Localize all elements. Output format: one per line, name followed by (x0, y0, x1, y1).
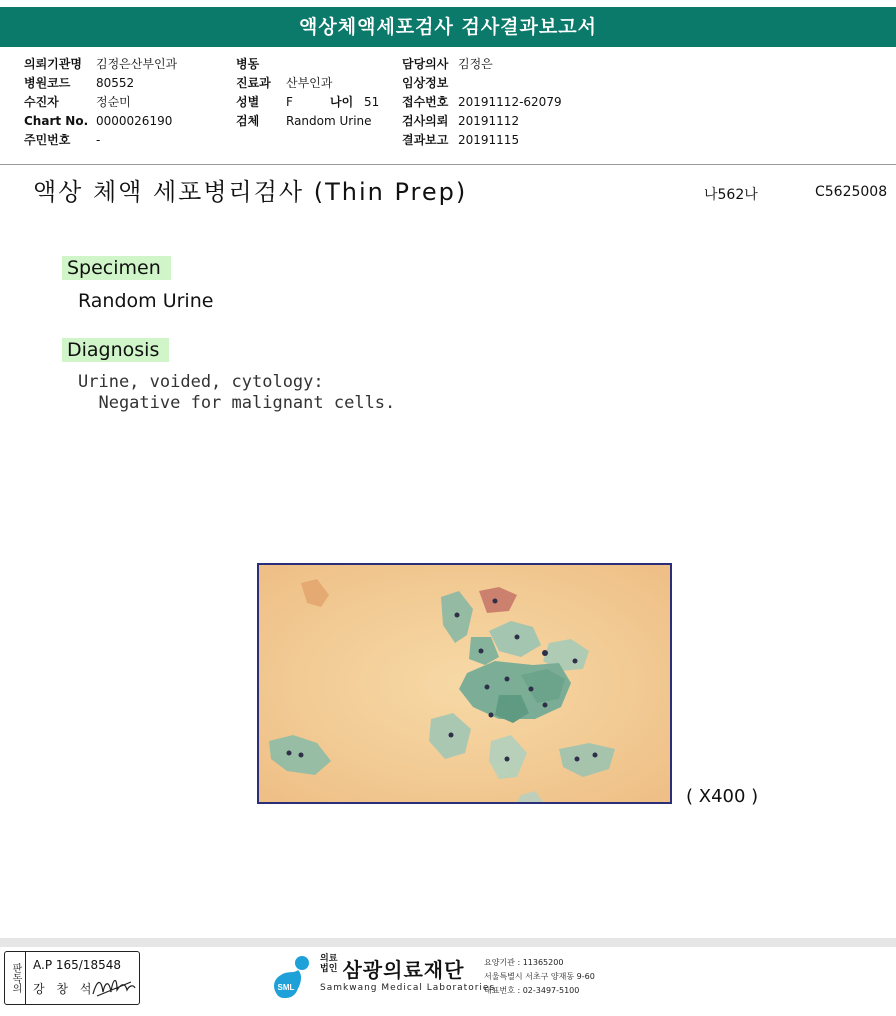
diagnosis-line-2: Negative for malignant cells. (78, 393, 396, 413)
contact-phone: 대표번호 : 02-3497-5100 (484, 986, 580, 995)
stamp-license: A.P 165/18548 (33, 958, 121, 972)
info-row-patient (24, 93, 177, 112)
contact-institution-code: 요양기관 : 11365200 (484, 958, 564, 967)
age-value: 51 (364, 95, 380, 109)
resident-no-label: 주민번호 (24, 133, 71, 147)
clinic-label: 의뢰기관명 (24, 57, 82, 71)
company-type-label: 의료 법인 (320, 954, 338, 974)
receipt-no-label: 접수번호 (402, 95, 449, 109)
stamp-name: 강 창 석 (33, 982, 96, 996)
sex-label: 성별 (236, 95, 260, 109)
info-row-clinic (24, 55, 177, 74)
info-row-department (236, 74, 379, 93)
contact-address: 서울특별시 서초구 양재동 9-60 (484, 972, 595, 981)
info-row-receipt-no (402, 93, 562, 112)
sml-logo-icon (270, 952, 318, 1000)
footer-band (0, 938, 896, 947)
doctor-value: 김정은 (458, 57, 493, 71)
specimen-heading: Specimen (62, 256, 171, 280)
chart-no-value: 0000026190 (96, 114, 173, 128)
logo-badge-text: SML (277, 983, 295, 992)
request-date-label: 검사의뢰 (402, 114, 449, 128)
hospital-code-label: 병원코드 (24, 76, 71, 90)
report-header-title: 액상체액세포검사 검사결과보고서 (0, 7, 896, 47)
sex-value: F (286, 95, 293, 109)
report-code-2: C5625008 (815, 184, 888, 200)
cytology-micrograph-image (257, 563, 672, 804)
ward-label: 병동 (236, 57, 260, 71)
company-english-name: Samkwang Medical Laboratories (320, 983, 496, 993)
specimen-label: 검체 (236, 114, 260, 128)
header-divider (0, 164, 896, 165)
doctor-label: 담당의사 (402, 57, 449, 71)
patient-value: 정순미 (96, 95, 131, 109)
info-row-sex (236, 93, 379, 112)
age-label: 나이 (330, 95, 354, 109)
report-date-label: 결과보고 (402, 133, 449, 147)
magnification-label: ( X400 ) (686, 786, 759, 807)
patient-label: 수진자 (24, 95, 59, 109)
info-column-2 (236, 55, 379, 131)
clinical-info-label: 임상정보 (402, 76, 449, 90)
company-name-block (320, 954, 464, 983)
company-name: 삼광의료재단 (342, 958, 465, 982)
info-row-clinical-info (402, 74, 562, 93)
specimen-text: Random Urine (78, 290, 214, 312)
info-row-hospital-code (24, 74, 177, 93)
hospital-code-value: 80552 (96, 76, 135, 90)
diagnosis-heading: Diagnosis (62, 338, 169, 362)
department-label: 진료과 (236, 76, 271, 90)
info-row-specimen (236, 112, 379, 131)
report-title: 액상 체액 세포병리검사 (Thin Prep) (33, 178, 468, 206)
clinic-value: 김정은산부인과 (96, 57, 178, 71)
info-row-ward (236, 55, 379, 74)
info-row-chart-no (24, 112, 177, 131)
specimen-value: Random Urine (286, 114, 372, 128)
pathologist-stamp (4, 951, 140, 1005)
request-date-value: 20191112 (458, 114, 520, 128)
info-row-report-date (402, 131, 562, 150)
resident-no-value: - (96, 133, 101, 147)
chart-no-label: Chart No. (24, 114, 89, 128)
signature-image (91, 974, 137, 1000)
stamp-label: 판독의 (5, 952, 26, 1004)
info-column-1 (24, 55, 177, 150)
department-value: 산부인과 (286, 76, 333, 90)
info-column-3 (402, 55, 562, 150)
info-row-request-date (402, 112, 562, 131)
info-row-doctor (402, 55, 562, 74)
diagnosis-line-1: Urine, voided, cytology: (78, 372, 324, 392)
info-row-resident-no (24, 131, 177, 150)
report-date-value: 20191115 (458, 133, 520, 147)
report-code-1: 나562나 (704, 187, 758, 203)
receipt-no-value: 20191112-62079 (458, 95, 562, 109)
